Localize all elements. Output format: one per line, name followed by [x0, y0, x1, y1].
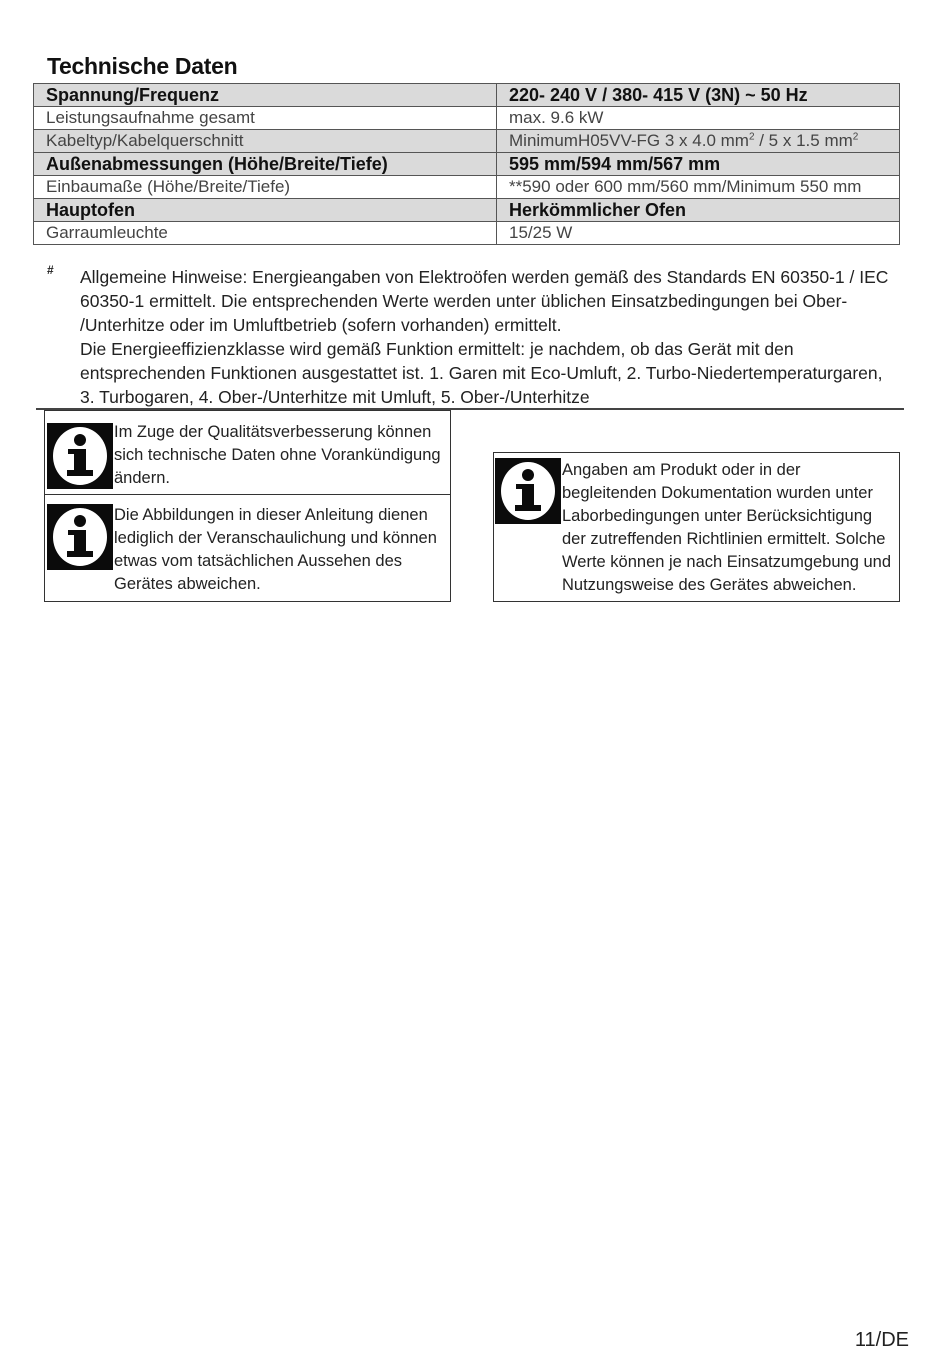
- superscript: 2: [852, 131, 859, 143]
- spec-value: max. 9.6 kW: [497, 107, 900, 130]
- table-row: [34, 222, 900, 245]
- table-row: [34, 84, 900, 107]
- page-number: 11/DE: [854, 1329, 909, 1351]
- specs-table: [33, 83, 900, 245]
- spec-label: Garraumleuchte: [34, 222, 497, 245]
- spec-value: 15/25 W: [497, 222, 900, 245]
- footnote-paragraph: Allgemeine Hinweise: Energieangaben von Elektroöfen werden gemäß des Standards EN 60350-1 / IEC 60350-1 ermittelt. Die entsprechenden Werte werden unter üblichen Einsatzbedingungen bei Ober- /Unterhitze oder im Umluftbetrieb (sofern vorhanden) ermittelt.: [80, 267, 889, 335]
- spec-value: **590 oder 600 mm/560 mm/Minimum 550 mm: [497, 176, 900, 199]
- info-icon: [47, 423, 113, 489]
- table-row: [34, 176, 900, 199]
- table-row: [34, 107, 900, 130]
- table-row: [34, 130, 900, 153]
- spec-label: Hauptofen: [34, 199, 497, 222]
- table-row: [34, 199, 900, 222]
- spec-value: [497, 130, 900, 153]
- spec-label: Leistungsaufnahme gesamt: [34, 107, 497, 130]
- spec-value: 220- 240 V / 380- 415 V (3N) ~ 50 Hz: [497, 84, 900, 107]
- spec-value: 595 mm/594 mm/567 mm: [497, 153, 900, 176]
- footnote-text: [80, 265, 895, 409]
- spec-label: Außenabmessungen (Höhe/Breite/Tiefe): [34, 153, 497, 176]
- superscript: 2: [748, 131, 755, 143]
- spec-label: Einbaumaße (Höhe/Breite/Tiefe): [34, 176, 497, 199]
- notice-divider: [45, 494, 450, 495]
- spec-value-part: / 5 x 1.5 mm: [754, 131, 853, 150]
- spec-value: Herkömmlicher Ofen: [497, 199, 900, 222]
- spec-value-part: MinimumH05VV-FG 3 x 4.0 mm: [509, 131, 749, 150]
- notice-text: Angaben am Produkt oder in der begleitenden Dokumentation wurden unter Laborbedingungen unter Berücksichtigung der zutreffenden Richtlinien ermittelt. Solche Werte können je nach Einsatzumgebung und Nutzungsweise des Gerätes abweichen.: [562, 461, 892, 594]
- notice-text: Im Zuge der Qualitätsverbesserung können sich technische Daten ohne Vorankündigung ändern.: [114, 423, 441, 487]
- info-icon: [495, 458, 561, 524]
- spec-label: Kabeltyp/Kabelquerschnitt: [34, 130, 497, 153]
- footnote-marker: #: [47, 263, 54, 277]
- footnote-paragraph: Die Energieeffizienzklasse wird gemäß Funktion ermittelt: je nachdem, ob das Gerät mit den entsprechenden Funktionen ausgestattet ist. 1. Garen mit Eco-Umluft, 2. Turbo-Niedertemperaturgaren, 3. Turbogaren, 4. Ober-/Unterhitze mit Umluft, 5. Ober-/Unterhitze: [80, 339, 883, 407]
- notice-box-right: [493, 452, 900, 602]
- spec-label: Spannung/Frequenz: [34, 84, 497, 107]
- notice-text: Die Abbildungen in dieser Anleitung dienen lediglich der Veranschaulichung und können etwas vom tatsächlichen Aussehen des Gerätes abweichen.: [114, 506, 437, 593]
- info-icon: [47, 504, 113, 570]
- page-title: Technische Daten: [47, 53, 238, 79]
- table-row: [34, 153, 900, 176]
- notice-box-left: [44, 410, 451, 602]
